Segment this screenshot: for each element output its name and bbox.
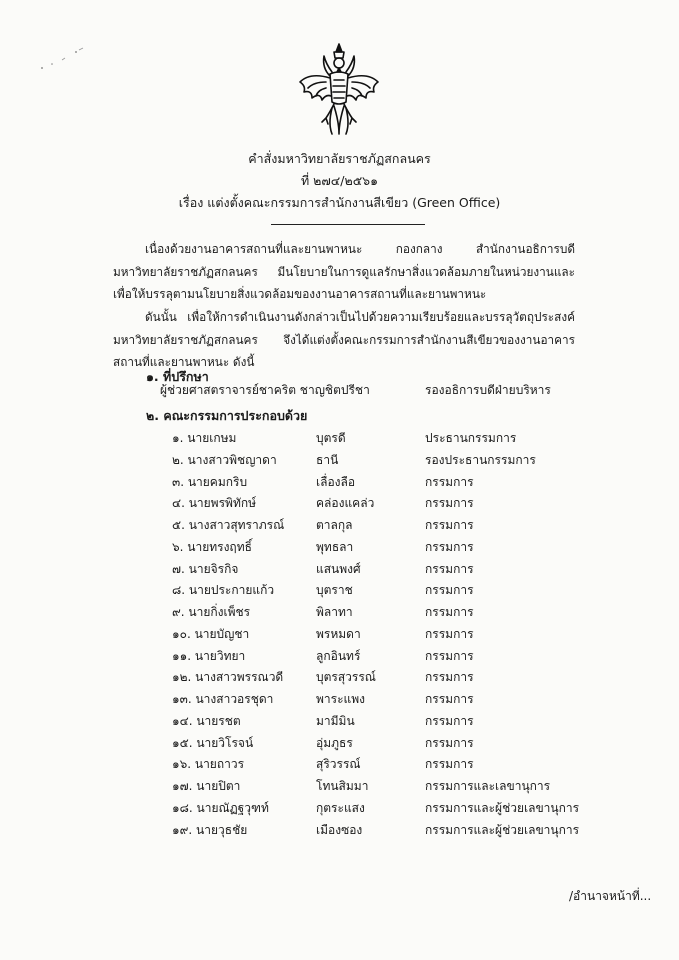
member-surname: สุริวรรณ์ bbox=[316, 757, 361, 772]
paragraph-purpose bbox=[113, 306, 575, 374]
committee-member-row bbox=[0, 733, 679, 753]
advisor-role: รองอธิการบดีฝ่ายบริหาร bbox=[425, 383, 551, 397]
member-surname: ธานี bbox=[316, 452, 339, 467]
member-surname: พิลาทา bbox=[316, 605, 353, 619]
order-title: คำสั่งมหาวิทยาลัยราชภัฏสกลนคร bbox=[248, 151, 431, 166]
member-surname: แสนพงศ์ bbox=[316, 561, 361, 576]
member-surname: อุ่มภูธร bbox=[316, 735, 353, 750]
member-role: กรรมการ bbox=[425, 692, 474, 706]
member-surname: พุทธลา bbox=[316, 539, 354, 554]
member-name: ๑๔. นายรชต bbox=[172, 713, 241, 728]
advisor-row bbox=[0, 380, 679, 400]
member-surname: พาระแพง bbox=[316, 692, 366, 706]
member-name: ๑๕. นายวิโรจน์ bbox=[172, 735, 254, 750]
committee-member-row bbox=[0, 667, 679, 687]
member-role: กรรมการ bbox=[425, 757, 474, 772]
order-number: ที่ ๒๗๔/๒๕๖๑ bbox=[300, 173, 379, 188]
section-committee-title: ๒. คณะกรรมการประกอบด้วย bbox=[146, 408, 308, 423]
committee-member-row bbox=[0, 798, 679, 818]
member-name: ๙. นายกิ่งเพ็ชร bbox=[172, 605, 251, 619]
member-surname: มามีมิน bbox=[316, 713, 355, 728]
member-surname: โทนสิมมา bbox=[316, 779, 369, 793]
committee-member-row bbox=[0, 472, 679, 492]
member-name: ๑. นายเกษม bbox=[172, 431, 237, 445]
member-surname: เมืองซอง bbox=[316, 822, 363, 837]
member-surname: เลื่องลือ bbox=[316, 474, 356, 489]
member-role: กรรมการ bbox=[425, 496, 474, 511]
order-subject: เรื่อง แต่งตั้งคณะกรรมการสำนักงานสีเขียว (Green Office) bbox=[178, 195, 501, 210]
committee-member-row bbox=[0, 559, 679, 579]
member-surname: บุตราช bbox=[316, 583, 353, 598]
scan-specks bbox=[36, 46, 96, 76]
member-name: ๒. นางสาวพิชญาดา bbox=[172, 452, 277, 467]
member-role: กรรมการและเลขานุการ bbox=[425, 779, 551, 793]
committee-member-row bbox=[0, 428, 679, 448]
member-name: ๗. นายจิรกิจ bbox=[172, 561, 239, 576]
member-surname: บุตรดี bbox=[316, 431, 346, 445]
committee-member-row bbox=[0, 602, 679, 622]
committee-member-row bbox=[0, 776, 679, 796]
member-name: ๑๘. นายณัฏฐวุฑท์ bbox=[172, 800, 269, 815]
member-role: กรรมการ bbox=[425, 648, 474, 663]
member-name: ๖. นายทรงฤทธิ์ bbox=[172, 539, 252, 554]
committee-member-row bbox=[0, 754, 679, 774]
member-name: ๕. นางสาวสุทราภรณ์ bbox=[172, 518, 285, 532]
member-surname: คล่องแคล่ว bbox=[316, 496, 375, 511]
member-role: กรรมการ bbox=[425, 518, 474, 532]
member-surname: บุตรสุวรรณ์ bbox=[316, 670, 376, 685]
member-role: กรรมการ bbox=[425, 713, 474, 728]
member-role: รองประธานกรรมการ bbox=[425, 452, 536, 467]
member-role: กรรมการ bbox=[425, 561, 474, 576]
member-name: ๑๙. นายวุธชัย bbox=[172, 822, 248, 837]
member-name: ๘. นายประกายแก้ว bbox=[172, 583, 275, 598]
member-surname: กุตระแสง bbox=[316, 800, 365, 815]
committee-member-row bbox=[0, 537, 679, 557]
committee-member-row bbox=[0, 689, 679, 709]
member-surname: ตาลกุล bbox=[316, 518, 353, 532]
member-name: ๑๑. นายวิทยา bbox=[172, 648, 246, 663]
committee-member-row bbox=[0, 646, 679, 666]
header-divider bbox=[271, 224, 425, 225]
committee-member-row bbox=[0, 711, 679, 731]
member-role: กรรมการ bbox=[425, 670, 474, 685]
member-name: ๑๓. นางสาวอรชุดา bbox=[172, 692, 274, 706]
member-name: ๑๖. นายถาวร bbox=[172, 757, 245, 772]
committee-member-row bbox=[0, 820, 679, 840]
section-advisor-title: ๑. ที่ปรึกษา bbox=[146, 369, 209, 384]
member-role: กรรมการ bbox=[425, 539, 474, 554]
committee-member-row bbox=[0, 493, 679, 513]
member-name: ๑๒. นางสาวพรรณวดี bbox=[172, 670, 284, 685]
member-role: กรรมการ bbox=[425, 583, 474, 598]
paragraph-purpose-text: ดันนั้น เพื่อให้การดำเนินงานดังกล่าวเป็นไปด้วยความเรียบร้อยและบรรลุวัตถุประสงค์มหาวิทยาลัยราชภัฏสกลนคร จึงได้แต่งตั้งคณะกรรมการสำนักงานสีเขียวของงานอาคารสถานที่และยานพาหนะ ดังนี้ bbox=[113, 310, 575, 369]
member-role: กรรมการ bbox=[425, 605, 474, 619]
member-role: ประธานกรรมการ bbox=[425, 431, 517, 445]
member-role: กรรมการ bbox=[425, 735, 474, 750]
member-role: กรรมการและผู้ช่วยเลขานุการ bbox=[425, 800, 580, 815]
member-role: กรรมการและผู้ช่วยเลขานุการ bbox=[425, 822, 580, 837]
paragraph-intro bbox=[113, 238, 575, 306]
paragraph-intro-text: เนื่องด้วยงานอาคารสถานที่และยานพาหนะ กองกลาง สำนักงานอธิการบดี มหาวิทยาลัยราชภัฏสกลนคร มีนโยบายในการดูแลรักษาสิ่งแวดล้อมภายในหน่วยงานและเพื่อให้บรรลุตามนโยบายสิ่งแวดล้อมของงานอาคารสถานที่และยานพาหนะ bbox=[113, 242, 575, 301]
advisor-name: ผู้ช่วยศาสตราจารย์ชาคริต ชาญชิตปรีชา bbox=[160, 383, 370, 397]
member-name: ๔. นายพรพิทักษ์ bbox=[172, 496, 257, 511]
garuda-emblem-icon bbox=[296, 42, 382, 138]
member-role: กรรมการ bbox=[425, 626, 474, 641]
member-surname: พรหมดา bbox=[316, 626, 361, 641]
member-surname: ลูกอินทร์ bbox=[316, 648, 361, 663]
member-role: กรรมการ bbox=[425, 474, 474, 489]
committee-member-row bbox=[0, 450, 679, 470]
member-name: ๑๗. นายปิตา bbox=[172, 779, 241, 793]
committee-member-row bbox=[0, 624, 679, 644]
committee-member-row bbox=[0, 580, 679, 600]
member-name: ๓. นายคมกริบ bbox=[172, 474, 248, 489]
committee-member-row bbox=[0, 515, 679, 535]
continued-note: /อำนาจหน้าที่... bbox=[569, 889, 652, 903]
member-name: ๑๐. นายบัญชา bbox=[172, 626, 250, 641]
